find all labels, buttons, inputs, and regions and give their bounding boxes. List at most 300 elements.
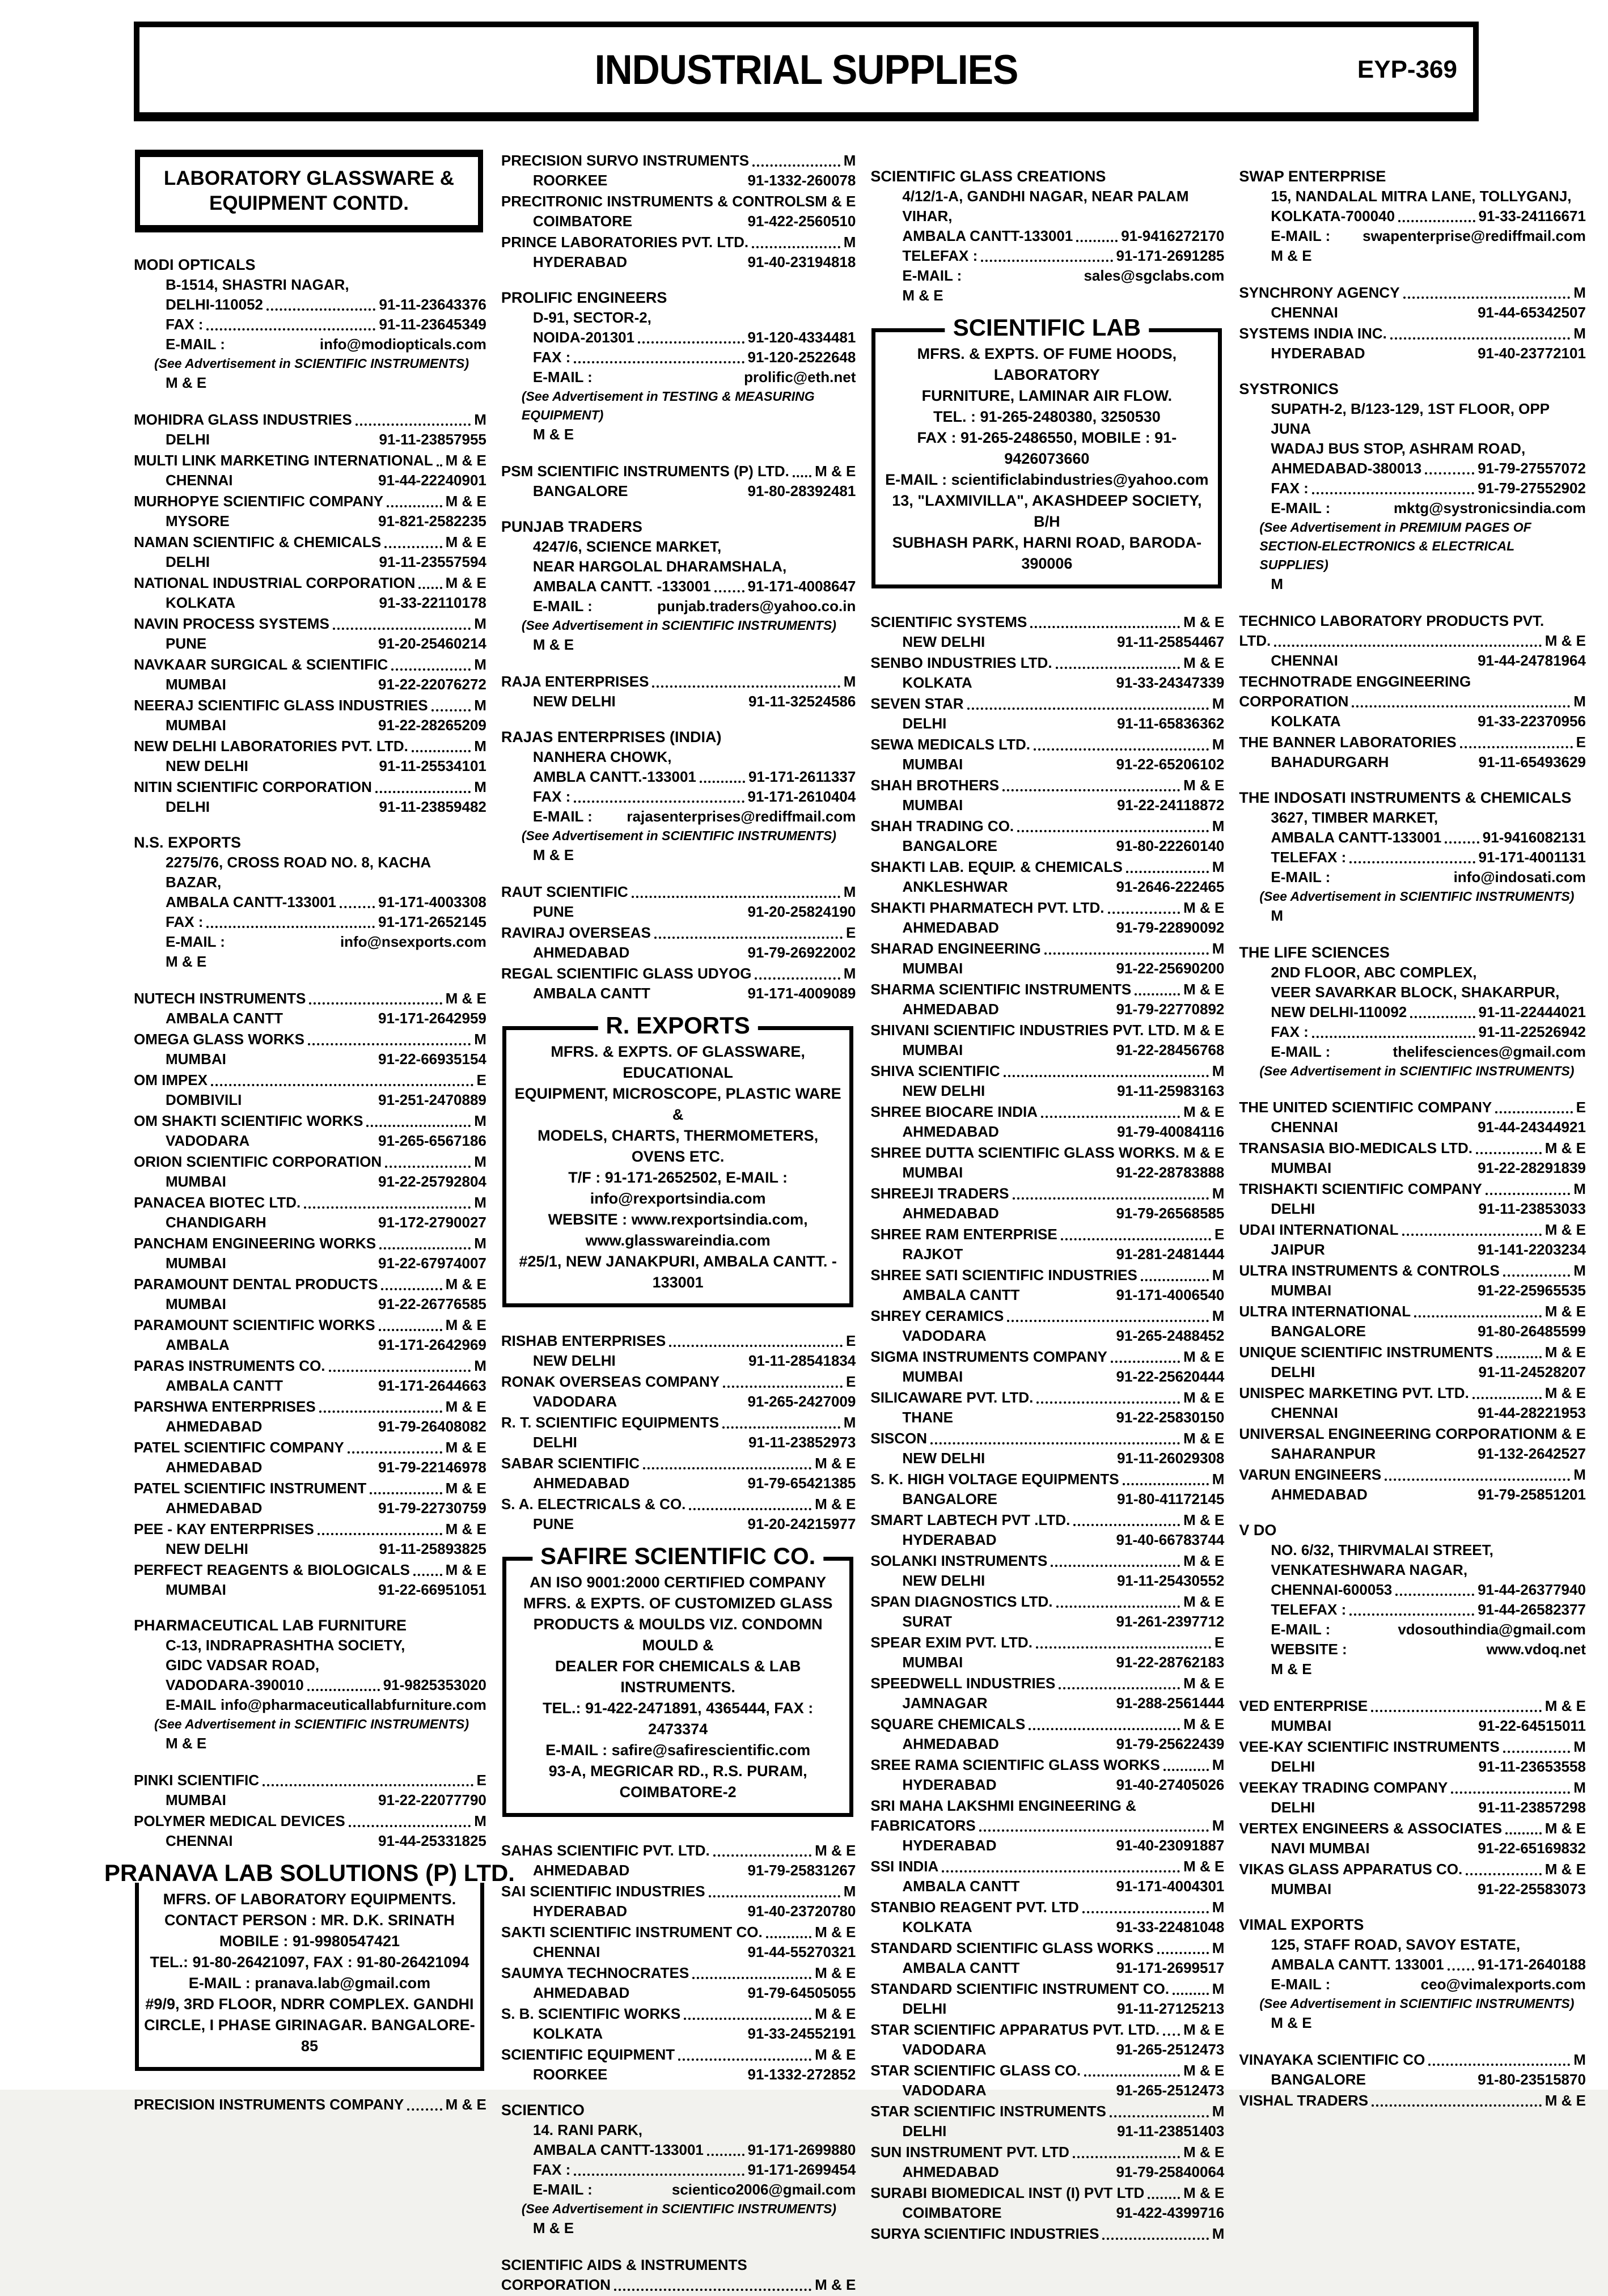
entry-code: E bbox=[846, 1332, 856, 1349]
list-item bbox=[501, 461, 856, 501]
entry-phone: 91-11-25430552 bbox=[1116, 1572, 1225, 1589]
entry-name-row bbox=[870, 1796, 1224, 1816]
entry-city: AHMEDABAD bbox=[902, 1735, 999, 1752]
entry-location-row bbox=[134, 1539, 486, 1559]
entry-phone: 91-422-4399716 bbox=[1116, 2204, 1225, 2221]
entry-name-row-2 bbox=[501, 2275, 856, 2295]
leader-dots bbox=[1445, 841, 1479, 844]
entry-code: M bbox=[1212, 1185, 1225, 1202]
entry-code: M bbox=[1573, 693, 1586, 710]
entry-city: MUMBAI bbox=[166, 1295, 226, 1312]
leader-dots bbox=[437, 464, 442, 467]
ad-line: 93-A, MEGRICAR RD., R.S. PURAM, COIMBATORE-2 bbox=[548, 1763, 807, 1801]
entry-name-row bbox=[1239, 1859, 1586, 1879]
category-banner bbox=[135, 152, 483, 230]
detail-phone: 91-79-27552902 bbox=[1478, 480, 1586, 497]
entry-name-cont: CORPORATION bbox=[501, 2276, 611, 2293]
entry-city: AHMEDABAD bbox=[532, 1475, 630, 1492]
entry-location-row bbox=[870, 918, 1224, 938]
entry-phone: 91-22-65169832 bbox=[1478, 1840, 1586, 1857]
list-item bbox=[870, 898, 1224, 938]
leader-dots bbox=[1505, 1832, 1542, 1835]
leader-dots bbox=[1108, 912, 1180, 914]
entry-location-row bbox=[870, 1693, 1224, 1713]
entry-city: MUMBAI bbox=[902, 756, 963, 773]
detail-label: E-MAIL : bbox=[166, 933, 225, 950]
entry-name: SPEEDWELL INDUSTRIES bbox=[870, 1675, 1056, 1692]
entry-location-row bbox=[134, 797, 486, 817]
entry-code: M & E bbox=[445, 990, 486, 1007]
entry-name-row bbox=[1239, 1778, 1586, 1798]
entry-phone: 91-11-23857298 bbox=[1478, 1799, 1586, 1816]
detail-phone-row bbox=[1239, 1600, 1586, 1620]
entry-phone: 91-265-2512473 bbox=[1116, 2041, 1225, 2058]
entry-phone: 91-11-23853033 bbox=[1478, 1200, 1586, 1217]
detail-phone-row bbox=[134, 912, 486, 932]
leader-dots bbox=[1056, 667, 1180, 669]
list-item bbox=[1239, 1261, 1586, 1300]
entry-name-row bbox=[134, 1152, 486, 1172]
entry-name: MOHIDRA GLASS INDUSTRIES bbox=[134, 411, 352, 428]
leader-dots bbox=[1084, 2074, 1180, 2077]
list-item bbox=[134, 736, 486, 776]
entry-name: RAUT SCIENTIFIC bbox=[501, 883, 628, 900]
leader-dots bbox=[319, 1410, 442, 1413]
entry-phone: 91-33-22370956 bbox=[1478, 713, 1586, 730]
entry-phone: 91-44-25331825 bbox=[378, 1832, 486, 1849]
see-advertisement-note: (See Advertisement in SCIENTIFIC INSTRUMENTS) bbox=[521, 828, 836, 843]
ad-line: AN ISO 9001:2000 CERTIFIED COMPANY bbox=[530, 1574, 827, 1591]
entry-location-row bbox=[870, 1081, 1224, 1101]
detail-kv-row bbox=[501, 596, 856, 616]
entry-name-row bbox=[1239, 1220, 1586, 1240]
entry-name: SCIENTIFIC SYSTEMS bbox=[870, 613, 1027, 630]
leader-dots bbox=[1476, 1152, 1542, 1154]
entry-code: M & E bbox=[815, 1842, 856, 1859]
leader-dots bbox=[755, 977, 840, 980]
list-item bbox=[870, 1306, 1224, 1346]
detail-phone-row bbox=[501, 2160, 856, 2180]
entry-location-row bbox=[134, 511, 486, 531]
entry-name: SYNCHRONY AGENCY bbox=[1239, 284, 1400, 301]
ad-line: DEALER FOR CHEMICALS & LAB INSTRUMENTS. bbox=[555, 1658, 801, 1696]
detail-name: MODI OPTICALS bbox=[134, 256, 256, 273]
detail-name: PUNJAB TRADERS bbox=[501, 518, 642, 535]
entry-name: SYSTEMS INDIA INC. bbox=[1239, 325, 1387, 342]
leader-dots bbox=[333, 628, 471, 630]
entry-phone: 91-20-25824190 bbox=[747, 903, 856, 920]
detail-listing bbox=[501, 2100, 856, 2238]
list-item bbox=[134, 1397, 486, 1437]
entry-phone: 91-79-25840064 bbox=[1116, 2163, 1225, 2180]
entry-name-row bbox=[1239, 1179, 1586, 1199]
entry-location-row bbox=[1239, 1444, 1586, 1464]
list-item bbox=[1239, 732, 1586, 772]
leader-dots bbox=[387, 505, 442, 507]
entry-phone: 91-281-2481444 bbox=[1116, 1246, 1225, 1263]
detail-phone: 91-171-4003308 bbox=[378, 893, 486, 910]
list-item bbox=[870, 1714, 1224, 1754]
entry-name-row bbox=[501, 1494, 856, 1514]
leader-dots bbox=[752, 164, 840, 167]
entry-city: CHENNAI bbox=[166, 472, 233, 489]
entry-location-row bbox=[134, 1294, 486, 1314]
entry-code: M & E bbox=[1183, 1022, 1225, 1039]
entry-code: M bbox=[843, 1883, 856, 1900]
ad-line: MODELS, CHARTS, THERMOMETERS, OVENS ETC. bbox=[538, 1127, 819, 1165]
list-item bbox=[134, 1274, 486, 1314]
entry-code: M & E bbox=[445, 1480, 486, 1497]
leader-dots bbox=[632, 896, 840, 898]
entry-name: SHREY CERAMICS bbox=[870, 1307, 1004, 1324]
entry-code: M & E bbox=[815, 193, 856, 210]
entry-phone: 91-22-25620444 bbox=[1116, 1368, 1225, 1385]
entry-name-row bbox=[870, 2224, 1224, 2244]
entry-city: VADODARA bbox=[532, 1393, 617, 1410]
see-advertisement-note: (See Advertisement in SCIENTIFIC INSTRUMENTS) bbox=[1259, 1064, 1575, 1078]
detail-listing bbox=[501, 727, 856, 865]
leader-dots bbox=[1061, 1238, 1211, 1240]
entry-phone: 91-33-22110178 bbox=[379, 594, 486, 611]
entry-location-row bbox=[134, 715, 486, 735]
list-item bbox=[134, 1438, 486, 1477]
leader-dots bbox=[614, 2289, 811, 2291]
entry-location-row bbox=[870, 959, 1224, 978]
entry-code: M & E bbox=[445, 533, 486, 550]
list-item bbox=[870, 1061, 1224, 1101]
entry-city: HYDERABAD bbox=[902, 1531, 997, 1548]
entry-phone: 91-11-23857955 bbox=[379, 431, 486, 448]
entry-code: M bbox=[474, 697, 486, 714]
entry-code: M bbox=[474, 615, 486, 632]
entry-name-row bbox=[870, 612, 1224, 632]
entry-phone: 91-40-23194818 bbox=[747, 253, 856, 270]
entry-location-row bbox=[134, 1213, 486, 1232]
list-item bbox=[870, 1592, 1224, 1632]
list-item bbox=[501, 1454, 856, 1493]
entry-city: COIMBATORE bbox=[902, 2204, 1002, 2221]
leader-dots bbox=[385, 1166, 471, 1168]
list-item bbox=[870, 2224, 1224, 2244]
entry-name: VED ENTERPRISE bbox=[1239, 1697, 1368, 1714]
detail-label: AHMEDABAD-380013 bbox=[1271, 460, 1422, 477]
entry-name-row bbox=[501, 923, 856, 943]
entry-name: PATEL SCIENTIFIC COMPANY bbox=[134, 1439, 344, 1456]
entry-location-row bbox=[870, 1204, 1224, 1223]
entry-city: ROORKEE bbox=[532, 172, 608, 189]
list-item bbox=[1239, 1424, 1586, 1464]
leader-dots bbox=[1495, 1111, 1572, 1113]
detail-address-line: GIDC VADSAR ROAD, bbox=[166, 1657, 320, 1674]
entry-city: AMBALA CANTT bbox=[166, 1010, 283, 1027]
entry-name: VEE-KAY SCIENTIFIC INSTRUMENTS bbox=[1239, 1738, 1500, 1755]
entry-name: SHREE DUTTA SCIENTIFIC GLASS WORKS bbox=[870, 1144, 1175, 1161]
leader-dots bbox=[638, 341, 744, 344]
detail-label: E-MAIL : bbox=[902, 267, 962, 284]
entry-name-row bbox=[501, 1841, 856, 1861]
entry-location-row bbox=[870, 2162, 1224, 2182]
entry-name: VIKAS GLASS APPARATUS CO. bbox=[1239, 1861, 1463, 1878]
ad-line: FAX : 91-265-2486550, MOBILE : 91-9426073660 bbox=[917, 429, 1177, 467]
detail-address-line: 125, STAFF ROAD, SAVOY ESTATE, bbox=[1271, 1936, 1521, 1953]
leader-dots bbox=[1030, 626, 1180, 628]
entry-location-row bbox=[1239, 1158, 1586, 1178]
list-item bbox=[134, 989, 486, 1028]
see-advertisement-note: (See Advertisement in TESTING & MEASURING EQUIPMENT) bbox=[521, 389, 815, 422]
entry-name: OM SHAKTI SCIENTIFIC WORKS bbox=[134, 1112, 363, 1129]
entry-name: SCIENTIFIC EQUIPMENT bbox=[501, 2046, 675, 2063]
entry-location-row bbox=[870, 2121, 1224, 2141]
entry-name: STAR SCIENTIFIC GLASS CO. bbox=[870, 2062, 1081, 2079]
entry-name-cont: FABRICATORS bbox=[870, 1817, 976, 1834]
entry-code: M & E bbox=[1544, 1425, 1586, 1442]
leader-dots bbox=[574, 361, 744, 363]
entry-location-row bbox=[1239, 752, 1586, 772]
entry-city: MUMBAI bbox=[166, 676, 226, 693]
detail-address-line: SUPATH-2, B/123-129, 1ST FLOOR, OPP JUNA bbox=[1271, 400, 1550, 437]
list-item bbox=[870, 1979, 1224, 2019]
detail-address-line: 3627, TIMBER MARKET, bbox=[1271, 809, 1438, 826]
entry-code: M & E bbox=[445, 452, 486, 469]
list-item bbox=[1239, 1138, 1586, 1178]
entry-code: M bbox=[1212, 1307, 1225, 1324]
entry-name: PARAMOUNT SCIENTIFIC WORKS bbox=[134, 1316, 375, 1333]
entry-name-row bbox=[134, 1234, 486, 1253]
leader-dots bbox=[329, 1370, 471, 1372]
entry-name: PRECISION SURVO INSTRUMENTS bbox=[501, 152, 750, 169]
entry-phone: 91-80-23515870 bbox=[1478, 2071, 1586, 2088]
leader-dots bbox=[1013, 1197, 1209, 1200]
detail-phone-row bbox=[1239, 1002, 1586, 1022]
entry-code: M bbox=[1212, 1471, 1225, 1488]
entry-city: DELHI bbox=[902, 2000, 947, 2017]
list-item bbox=[1239, 1737, 1586, 1777]
list-item bbox=[134, 573, 486, 613]
entry-city: NEW DELHI bbox=[902, 1082, 985, 1099]
detail-phone-row bbox=[134, 892, 486, 912]
list-item bbox=[870, 1796, 1224, 1856]
detail-value: info@indosati.com bbox=[1453, 869, 1586, 886]
entry-city: BANGALORE bbox=[1271, 2071, 1366, 2088]
entry-name: THE BANNER LABORATORIES bbox=[1239, 734, 1457, 751]
entry-code: M bbox=[1212, 817, 1225, 834]
leader-dots bbox=[1390, 337, 1570, 340]
entry-code: M bbox=[1212, 2103, 1225, 2120]
entry-name-row bbox=[134, 410, 486, 430]
entry-phone: 91-79-22730759 bbox=[378, 1499, 486, 1516]
detail-label: NOIDA-201301 bbox=[532, 329, 635, 346]
leader-dots bbox=[318, 1533, 442, 1535]
entry-city: NEW DELHI bbox=[902, 633, 985, 650]
leader-dots bbox=[689, 1508, 811, 1510]
leader-dots bbox=[722, 1426, 840, 1429]
ad-line: E-MAIL : pranava.lab@gmail.com bbox=[188, 1975, 431, 1992]
entry-code: E bbox=[846, 1373, 856, 1390]
list-item bbox=[870, 1469, 1224, 1509]
entry-name: SEVEN STAR bbox=[870, 695, 964, 712]
entry-name: NAMAN SCIENTIFIC & CHEMICALS bbox=[134, 533, 382, 550]
entry-city: HYDERABAD bbox=[532, 253, 628, 270]
detail-label: E-MAIL : bbox=[1271, 499, 1331, 516]
ad-line: MFRS. & EXPTS. OF FUME HOODS, LABORATORY bbox=[917, 345, 1177, 383]
detail-label: AMBALA CANTT. 133001 bbox=[1271, 1956, 1444, 1973]
entry-name-row bbox=[1239, 2050, 1586, 2070]
entry-name-row bbox=[870, 776, 1224, 795]
entry-name-row bbox=[870, 1020, 1224, 1040]
list-item bbox=[134, 451, 486, 490]
see-advertisement-note: (See Advertisement in SCIENTIFIC INSTRUMENTS) bbox=[154, 1717, 469, 1731]
directory-columns bbox=[104, 151, 1586, 2296]
entry-name-row bbox=[134, 1438, 486, 1458]
entry-name-row bbox=[870, 1592, 1224, 1612]
list-item bbox=[870, 653, 1224, 693]
detail-address-line: VENKATESHWARA NAGAR, bbox=[1271, 1561, 1468, 1578]
entry-name: ULTRA INTERNATIONAL bbox=[1239, 1303, 1411, 1320]
entry-location-row bbox=[134, 1131, 486, 1151]
leader-dots bbox=[307, 1689, 380, 1691]
entry-location-row bbox=[1239, 1117, 1586, 1137]
entry-name: S. K. HIGH VOLTAGE EQUIPMENTS bbox=[870, 1471, 1119, 1488]
page-code: EYP-369 bbox=[1357, 56, 1457, 83]
category-banner-line: LABORATORY GLASSWARE & bbox=[163, 167, 454, 189]
entry-city: AHMEDABAD bbox=[532, 1862, 630, 1879]
entry-code: M bbox=[1573, 284, 1586, 301]
entry-phone: 91-11-23859482 bbox=[379, 798, 486, 815]
leader-dots bbox=[349, 1825, 471, 1827]
list-item bbox=[1239, 1342, 1586, 1382]
detail-phone: 91-171-2640188 bbox=[1478, 1956, 1586, 1973]
detail-code: M & E bbox=[1271, 1660, 1312, 1677]
entry-name-row bbox=[134, 655, 486, 675]
entry-name-row bbox=[134, 2095, 486, 2115]
detail-code: M & E bbox=[1271, 2014, 1312, 2031]
entry-city: NEW DELHI bbox=[166, 757, 248, 774]
entry-city: MUMBAI bbox=[1271, 1159, 1332, 1176]
entry-location-row bbox=[1239, 1403, 1586, 1423]
detail-label: E-MAIL : bbox=[1271, 869, 1331, 886]
list-item bbox=[1239, 672, 1586, 731]
entry-name-row bbox=[1239, 1098, 1586, 1117]
entry-city: DELHI bbox=[902, 715, 947, 732]
entry-name-row bbox=[1239, 672, 1586, 692]
entry-name-row bbox=[870, 1184, 1224, 1204]
leader-dots bbox=[574, 800, 744, 803]
entry-city: THANE bbox=[902, 1409, 953, 1426]
entry-phone: 91-44-65342507 bbox=[1478, 304, 1586, 321]
entry-name-row bbox=[870, 1633, 1224, 1653]
entry-location-row bbox=[501, 1983, 856, 2003]
entry-city: AMBALA CANTT bbox=[166, 1377, 283, 1394]
entry-location-row bbox=[501, 1942, 856, 1962]
entry-location-row bbox=[1239, 1839, 1586, 1858]
leader-dots bbox=[707, 2154, 744, 2156]
leader-dots bbox=[1448, 1968, 1474, 1971]
entry-code: M bbox=[1212, 1062, 1225, 1079]
list-item bbox=[134, 1479, 486, 1518]
entry-name: SENBO INDUSTRIES LTD. bbox=[870, 654, 1052, 671]
entry-phone: 91-80-28392481 bbox=[747, 482, 856, 499]
entry-name-row bbox=[134, 736, 486, 756]
entry-code: E bbox=[1215, 1634, 1225, 1651]
detail-label: E-MAIL : bbox=[532, 808, 593, 825]
entry-phone: 91-171-4006540 bbox=[1116, 1286, 1225, 1303]
list-item bbox=[501, 1922, 856, 1962]
detail-label: VADODARA-390010 bbox=[166, 1676, 304, 1693]
list-item bbox=[501, 1963, 856, 2003]
entry-location-row bbox=[501, 171, 856, 190]
list-item bbox=[870, 2020, 1224, 2060]
entry-name-row bbox=[870, 1857, 1224, 1876]
entry-location-row bbox=[134, 1376, 486, 1396]
entry-code: M & E bbox=[1183, 1430, 1225, 1447]
entry-phone: 91-79-22770892 bbox=[1116, 1001, 1225, 1018]
entry-location-row bbox=[501, 1433, 856, 1452]
detail-phone: 91-11-23645349 bbox=[379, 316, 486, 333]
entry-city: KOLKATA bbox=[902, 1918, 972, 1935]
list-item bbox=[501, 1372, 856, 1412]
ad-line: TEL.: 91-422-2471891, 4365444, FAX : 2473374 bbox=[542, 1700, 814, 1738]
leader-dots bbox=[1017, 830, 1209, 832]
ad-line: TEL. : 91-265-2480380, 3250530 bbox=[933, 408, 1161, 425]
detail-name: THE LIFE SCIENCES bbox=[1239, 944, 1390, 961]
detail-value: mktg@systronicsindia.com bbox=[1394, 499, 1586, 516]
entry-name-row bbox=[134, 451, 486, 471]
entry-city: PUNE bbox=[532, 903, 574, 920]
detail-phone: 91-9416082131 bbox=[1482, 829, 1586, 846]
detail-kv-row bbox=[1239, 226, 1586, 246]
entry-code: M bbox=[474, 778, 486, 795]
detail-phone-row bbox=[134, 1675, 486, 1695]
page-header bbox=[134, 22, 1479, 118]
entry-phone: 91-33-22481048 bbox=[1116, 1918, 1225, 1935]
leader-dots bbox=[1059, 1687, 1180, 1689]
entry-name: PANCHAM ENGINEERING WORKS bbox=[134, 1235, 376, 1252]
entry-code: M & E bbox=[1183, 1552, 1225, 1569]
detail-label: AMBALA CANTT-133001 bbox=[902, 227, 1073, 244]
entry-phone: 91-1332-260078 bbox=[747, 172, 856, 189]
entry-location-row bbox=[134, 634, 486, 654]
entry-city: MUMBAI bbox=[166, 1050, 226, 1067]
ad-title: R. EXPORTS bbox=[598, 1015, 758, 1035]
entry-location-row bbox=[134, 593, 486, 613]
entry-phone: 91-11-23557594 bbox=[379, 553, 486, 570]
entry-city: CHENNAI bbox=[532, 1943, 600, 1960]
ad-line: www.glasswareindia.com bbox=[585, 1232, 771, 1249]
entry-city: MUMBAI bbox=[166, 717, 226, 734]
entry-code: M bbox=[474, 656, 486, 673]
entry-code: M & E bbox=[445, 1316, 486, 1333]
entry-location-row bbox=[501, 1473, 856, 1493]
entry-code: M & E bbox=[815, 1964, 856, 1981]
list-item bbox=[870, 612, 1224, 652]
directory-column bbox=[870, 151, 1224, 2296]
list-item bbox=[870, 2142, 1224, 2182]
ad-line: T/F : 91-171-2652502, E-MAIL : info@rexportsindia.com bbox=[568, 1169, 788, 1207]
leader-dots bbox=[692, 1977, 811, 1979]
list-item bbox=[870, 1388, 1224, 1427]
entry-code: M & E bbox=[1544, 1303, 1586, 1320]
leader-dots bbox=[1395, 1594, 1474, 1596]
entry-location-row bbox=[1239, 1485, 1586, 1505]
entry-city: MUMBAI bbox=[166, 1581, 226, 1598]
entry-city: COIMBATORE bbox=[532, 213, 633, 230]
entry-name: PINKI SCIENTIFIC bbox=[134, 1772, 260, 1789]
entry-name: VERTEX ENGINEERS & ASSOCIATES bbox=[1239, 1820, 1503, 1837]
leader-dots bbox=[1503, 1751, 1570, 1753]
entry-phone: 91-171-4009089 bbox=[747, 985, 856, 1002]
detail-value: swapenterprise@rediffmail.com bbox=[1362, 227, 1586, 244]
entry-location-row bbox=[870, 1775, 1224, 1795]
